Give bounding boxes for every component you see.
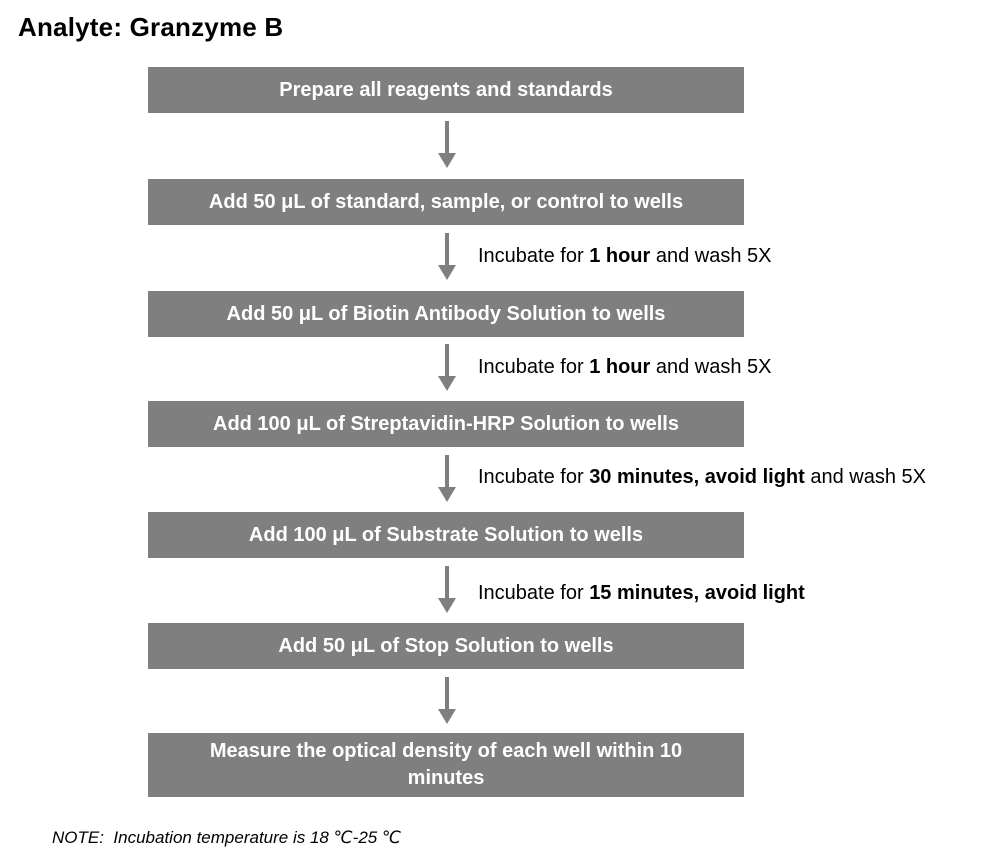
incubation-prefix: Incubate for [478, 582, 590, 604]
step-box-measure-od: Measure the optical density of each well within 10 minutes [148, 733, 744, 797]
step-box-prepare: Prepare all reagents and standards [148, 67, 744, 113]
down-arrow-icon [436, 344, 458, 392]
incubation-prefix: Incubate for [478, 466, 590, 488]
incubation-duration: 1 hour [589, 245, 651, 267]
footnote [52, 828, 401, 848]
step-box-add-stop-solution: Add 50 μL of Stop Solution to wells [148, 623, 744, 669]
step-box-add-substrate: Add 100 μL of Substrate Solution to wells [148, 512, 744, 558]
down-arrow-icon [436, 677, 458, 725]
page-title: Analyte: Granzyme B [18, 12, 284, 42]
incubation-prefix: Incubate for [478, 245, 590, 267]
note-text: Incubation temperature is 18 ℃-25 ℃ [113, 828, 402, 847]
incubation-suffix: and wash 5X [650, 245, 772, 267]
incubation-note-2 [478, 356, 772, 379]
incubation-duration: 1 hour [589, 356, 651, 378]
note-label: NOTE: [52, 828, 104, 847]
incubation-duration: 30 minutes, avoid light [589, 466, 805, 488]
step-box-add-streptavidin-hrp: Add 100 μL of Streptavidin-HRP Solution to wells [148, 401, 744, 447]
incubation-suffix: and wash 5X [650, 356, 772, 378]
down-arrow-icon [436, 121, 458, 169]
step-box-add-biotin-antibody: Add 50 μL of Biotin Antibody Solution to wells [148, 291, 744, 337]
down-arrow-icon [436, 455, 458, 503]
incubation-note-3 [478, 466, 926, 489]
step-box-add-standard: Add 50 μL of standard, sample, or control to wells [148, 179, 744, 225]
incubation-note-1 [478, 245, 772, 268]
down-arrow-icon [436, 566, 458, 614]
incubation-suffix: and wash 5X [804, 466, 926, 488]
incubation-prefix: Incubate for [478, 356, 590, 378]
incubation-duration: 15 minutes, avoid light [589, 582, 805, 604]
down-arrow-icon [436, 233, 458, 281]
incubation-note-4 [478, 582, 805, 605]
